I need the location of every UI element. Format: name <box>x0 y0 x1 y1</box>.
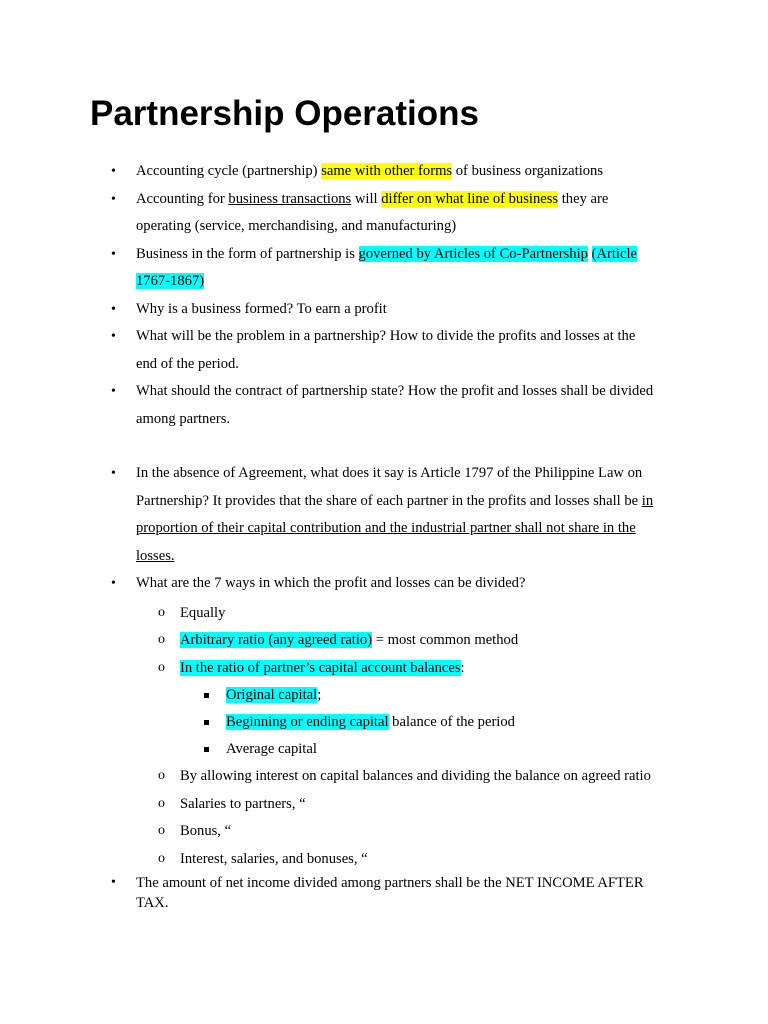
bullet-articles-of-co-partnership <box>0 241 660 296</box>
page-title: Partnership Operations <box>90 94 479 133</box>
way-bonus: o Bonus, “ <box>136 818 660 846</box>
highlight-cyan: Arbitrary ratio (any agreed ratio) <box>180 632 373 648</box>
bullet-net-income-after-tax: • The amount of net income divided among partners shall be the NET INCOME AFTER TAX. <box>0 873 660 913</box>
bullet-absence-of-agreement <box>0 460 660 570</box>
way-capital-balances <box>136 655 660 764</box>
highlight-yellow: differ on what line of business <box>381 190 559 207</box>
bullet-text: of business organizations <box>452 163 604 179</box>
way-arbitrary-ratio <box>136 627 660 655</box>
bullet-text: will <box>351 190 382 207</box>
way-interest-on-capital: o By allowing interest on capital balances and dividing the balance on agreed ratio <box>136 763 660 791</box>
bullet-accounting-for-transactions <box>0 186 660 241</box>
way-text: : <box>460 659 465 676</box>
bullet-problem-in-partnership: • What will be the problem in a partnership? How to divide the profits and losses at the end of the period. <box>0 323 660 378</box>
ways-list <box>136 600 660 874</box>
highlight-cyan: In the ratio of partner’s capital account balances <box>180 659 461 676</box>
bullet-text: What are the 7 ways in which the profit and losses can be divided? <box>136 575 526 591</box>
bullet-why-business-formed: • Why is a business formed? To earn a profit <box>0 296 660 324</box>
highlight-cyan: Original capital <box>226 687 318 703</box>
way-salaries: o Salaries to partners, “ <box>136 791 660 819</box>
sub-original-capital <box>180 682 660 709</box>
bullet-contract-of-partnership: • What should the contract of partnership state? How the profit and losses shall be divided among partners. <box>0 378 660 433</box>
capital-sublist <box>180 682 660 763</box>
bullet-text: Accounting for <box>136 190 229 207</box>
highlight-yellow: same with other forms <box>321 163 453 179</box>
way-interest-salaries-bonuses: o Interest, salaries, and bonuses, “ <box>136 846 660 874</box>
bullet-accounting-cycle <box>0 158 660 186</box>
bullet-text: Business in the form of partnership is <box>136 245 359 262</box>
sub-text: balance of the period <box>388 714 515 730</box>
bullet-text: Accounting cycle (partnership) <box>136 163 322 179</box>
bullet-seven-ways <box>0 570 660 873</box>
underlined-text: business transactions <box>228 190 352 207</box>
sub-average-capital: Average capital <box>180 736 660 763</box>
highlight-cyan: Beginning or ending capital <box>226 714 389 730</box>
bullet-text: In the absence of Agreement, what does it say is Article 1797 of the Philippine Law on Partnership? It provides that the share of each partner in the profits and losses shall be <box>136 465 643 509</box>
sub-beginning-ending-capital <box>180 709 660 736</box>
way-equally: o Equally <box>136 600 660 628</box>
highlight-cyan: (Article 1767-1867) <box>136 245 637 289</box>
underlined-text: in proportion of their capital contribution and the industrial partner shall not share in the losses. <box>136 492 654 564</box>
way-text: = most common method <box>372 632 519 648</box>
sub-text: ; <box>317 687 322 703</box>
bullet-text: they are operating (service, merchandising, and manufacturing) <box>136 190 609 234</box>
main-bullet-list <box>0 158 768 913</box>
highlight-cyan: governed by Articles of Co-Partnership <box>358 245 588 262</box>
